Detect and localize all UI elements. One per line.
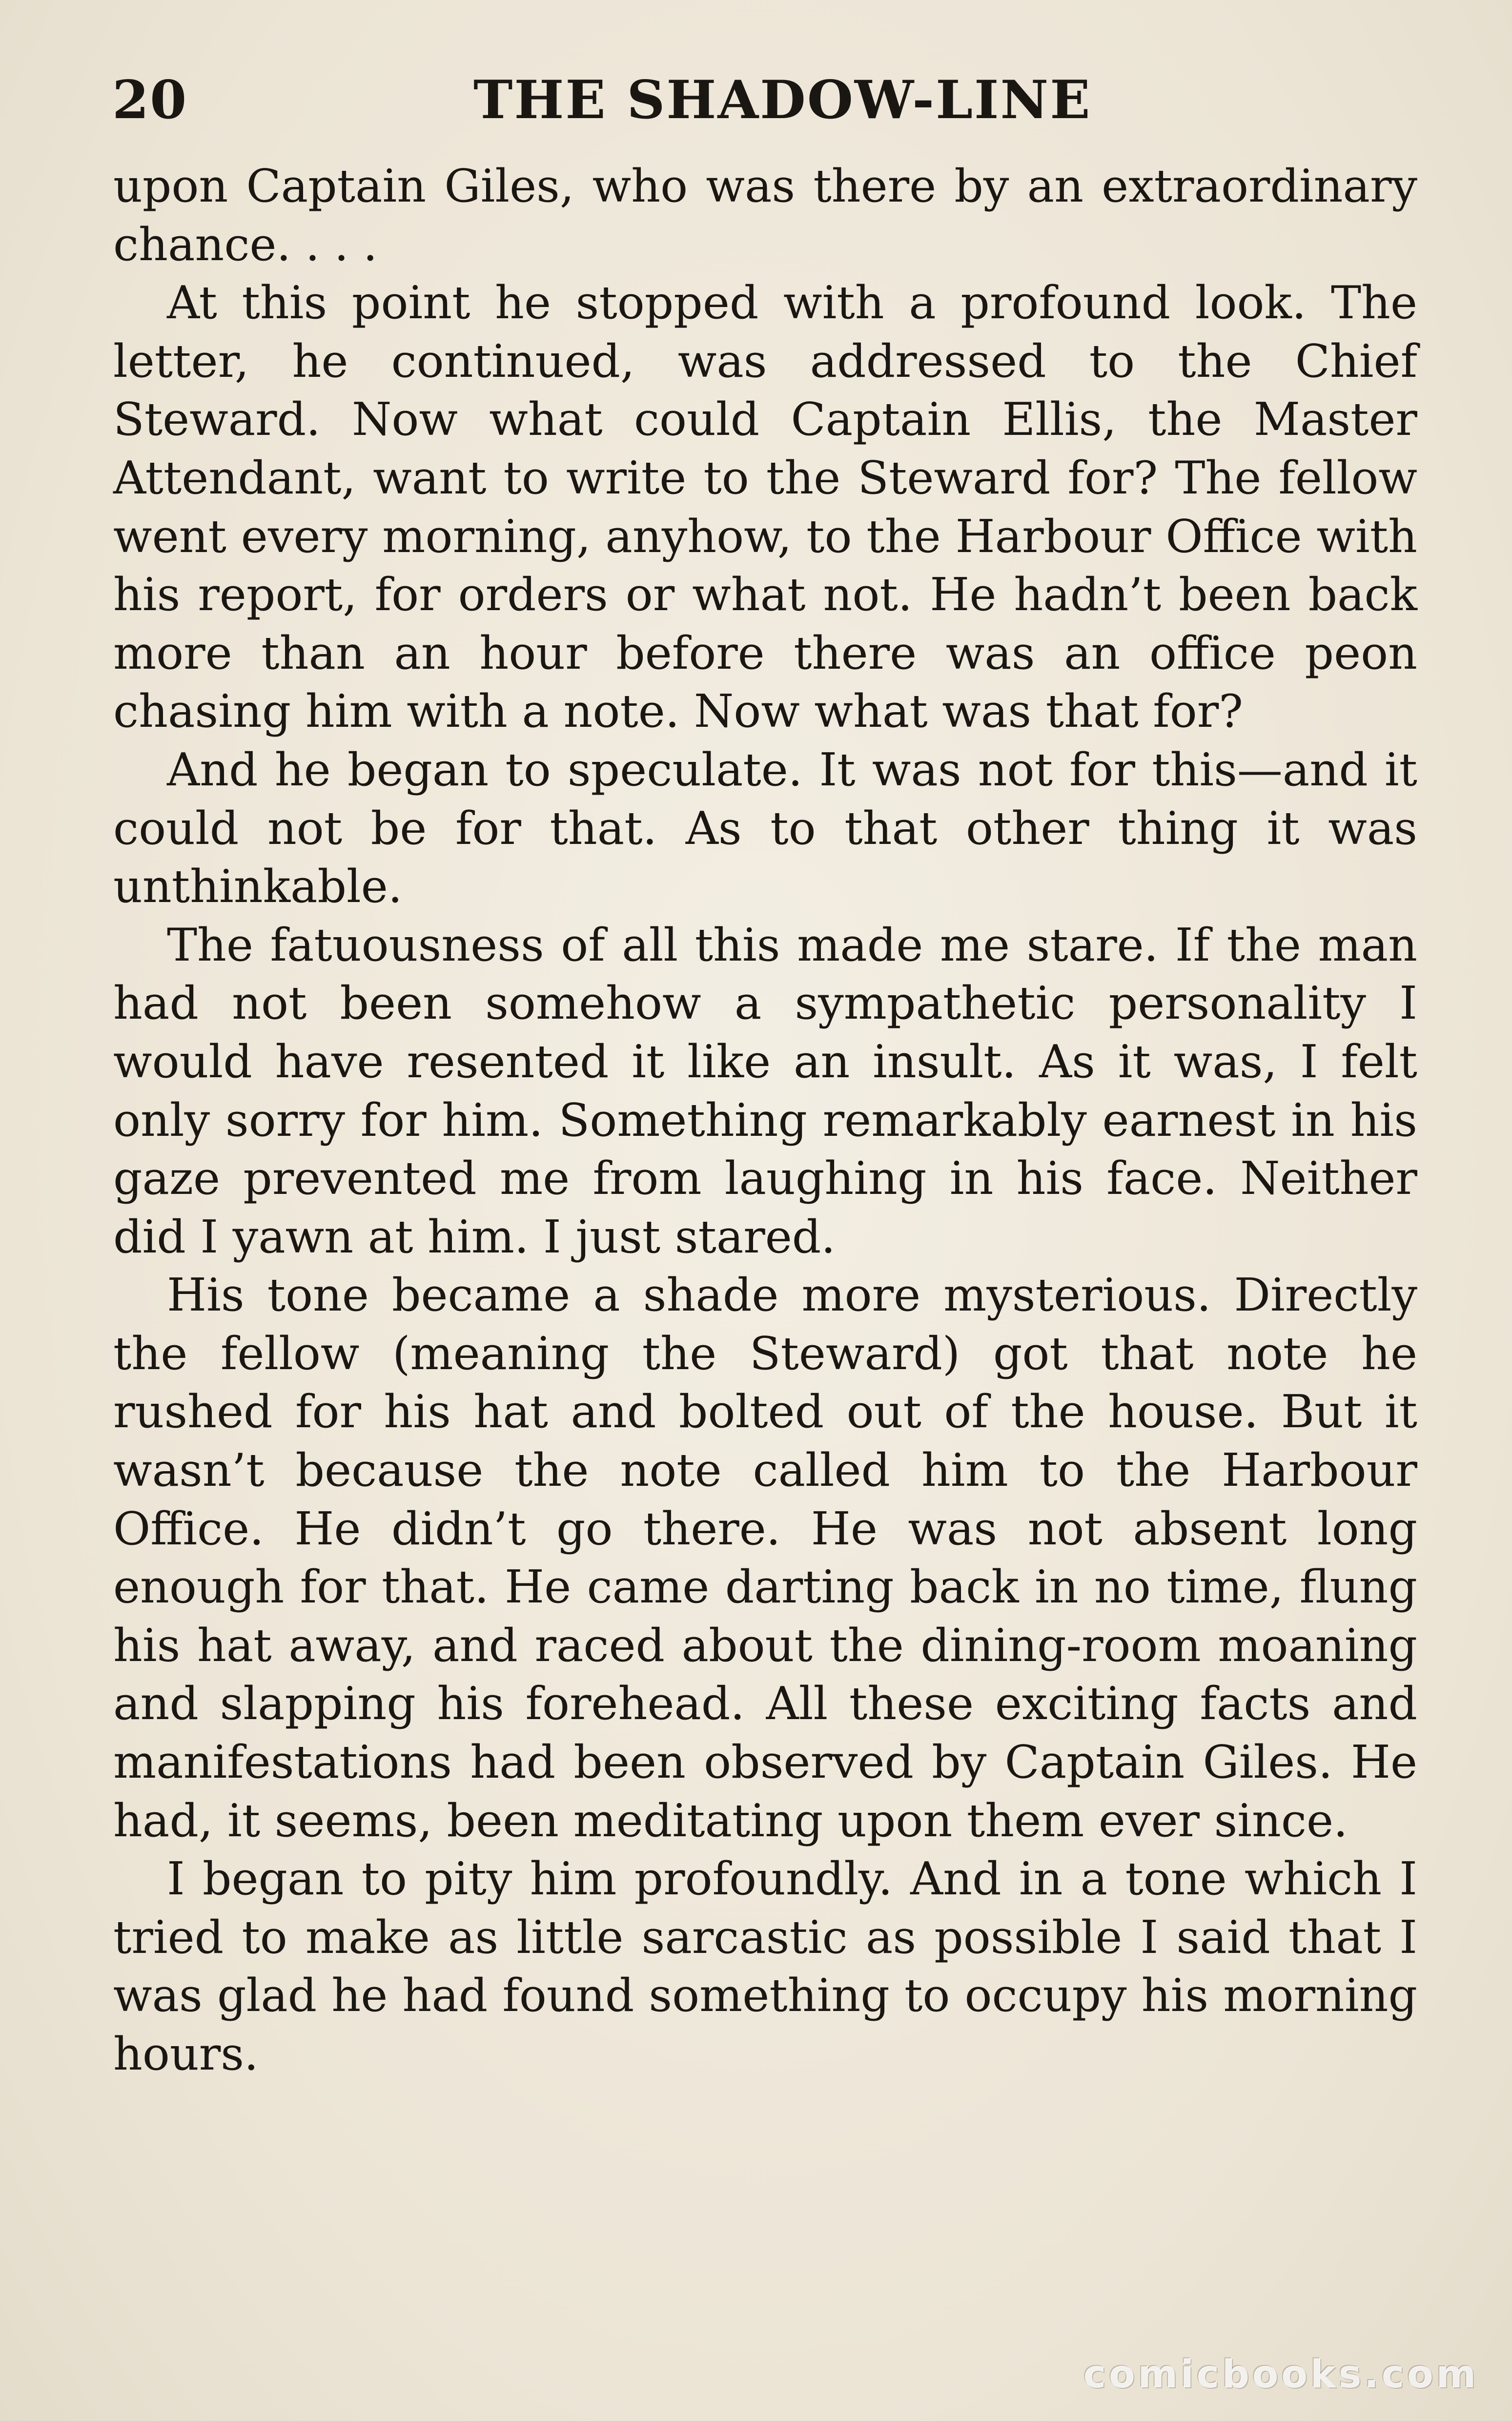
running-head [112, 63, 1420, 137]
paragraph: His tone became a shade more mysterious. Directly the fellow (meaning the Steward) got that note he rushed for his hat and bolted out of the house. But it wasn’t because the note called him to the Harbour Office. He didn’t go there. He was not absent long enough for that. He came darting back in no time, flung his hat away, and raced about the dining-room moaning and slapping his forehead. All these exciting facts and manifestations had been observed by Captain Giles. He had, it seems, been meditating upon them ever since. [113, 1269, 1417, 1847]
paragraph: I began to pity him profoundly. And in a tone which I tried to make as little sarcastic as possible I said that I was glad he had found something to occupy his morning hours. [113, 1852, 1417, 2080]
body-text [113, 157, 1417, 2084]
paragraph: At this point he stopped with a profound look. The letter, he continued, was addressed to the Chief Steward. Now what could Captain Ellis, the Master Attendant, want to write to the Steward for? The fellow went every morning, anyhow, to the Harbour Office with his report, for orders or what not. He hadn’t been back more than an hour before there was an office peon chasing him with a note. Now what was that for? [113, 276, 1417, 738]
page-number: 20 [112, 69, 188, 131]
watermark: comicbooks.com [1083, 2353, 1479, 2397]
paragraph: The fatuousness of all this made me stare. If the man had not been somehow a sympathetic personality I would have resented it like an insult. As it was, I felt only sorry for him. Something remarkably earnest in his gaze prevented me from laughing in his face. Neither did I yawn at him. I just stared. [113, 918, 1417, 1263]
paragraph: upon Captain Giles, who was there by an extraordinary chance. . . . [113, 160, 1417, 271]
running-title: THE SHADOW-LINE [473, 69, 1092, 131]
paragraph: And he began to speculate. It was not for this—and it could not be for that. As to that other thing it was unthinkable. [113, 743, 1417, 913]
